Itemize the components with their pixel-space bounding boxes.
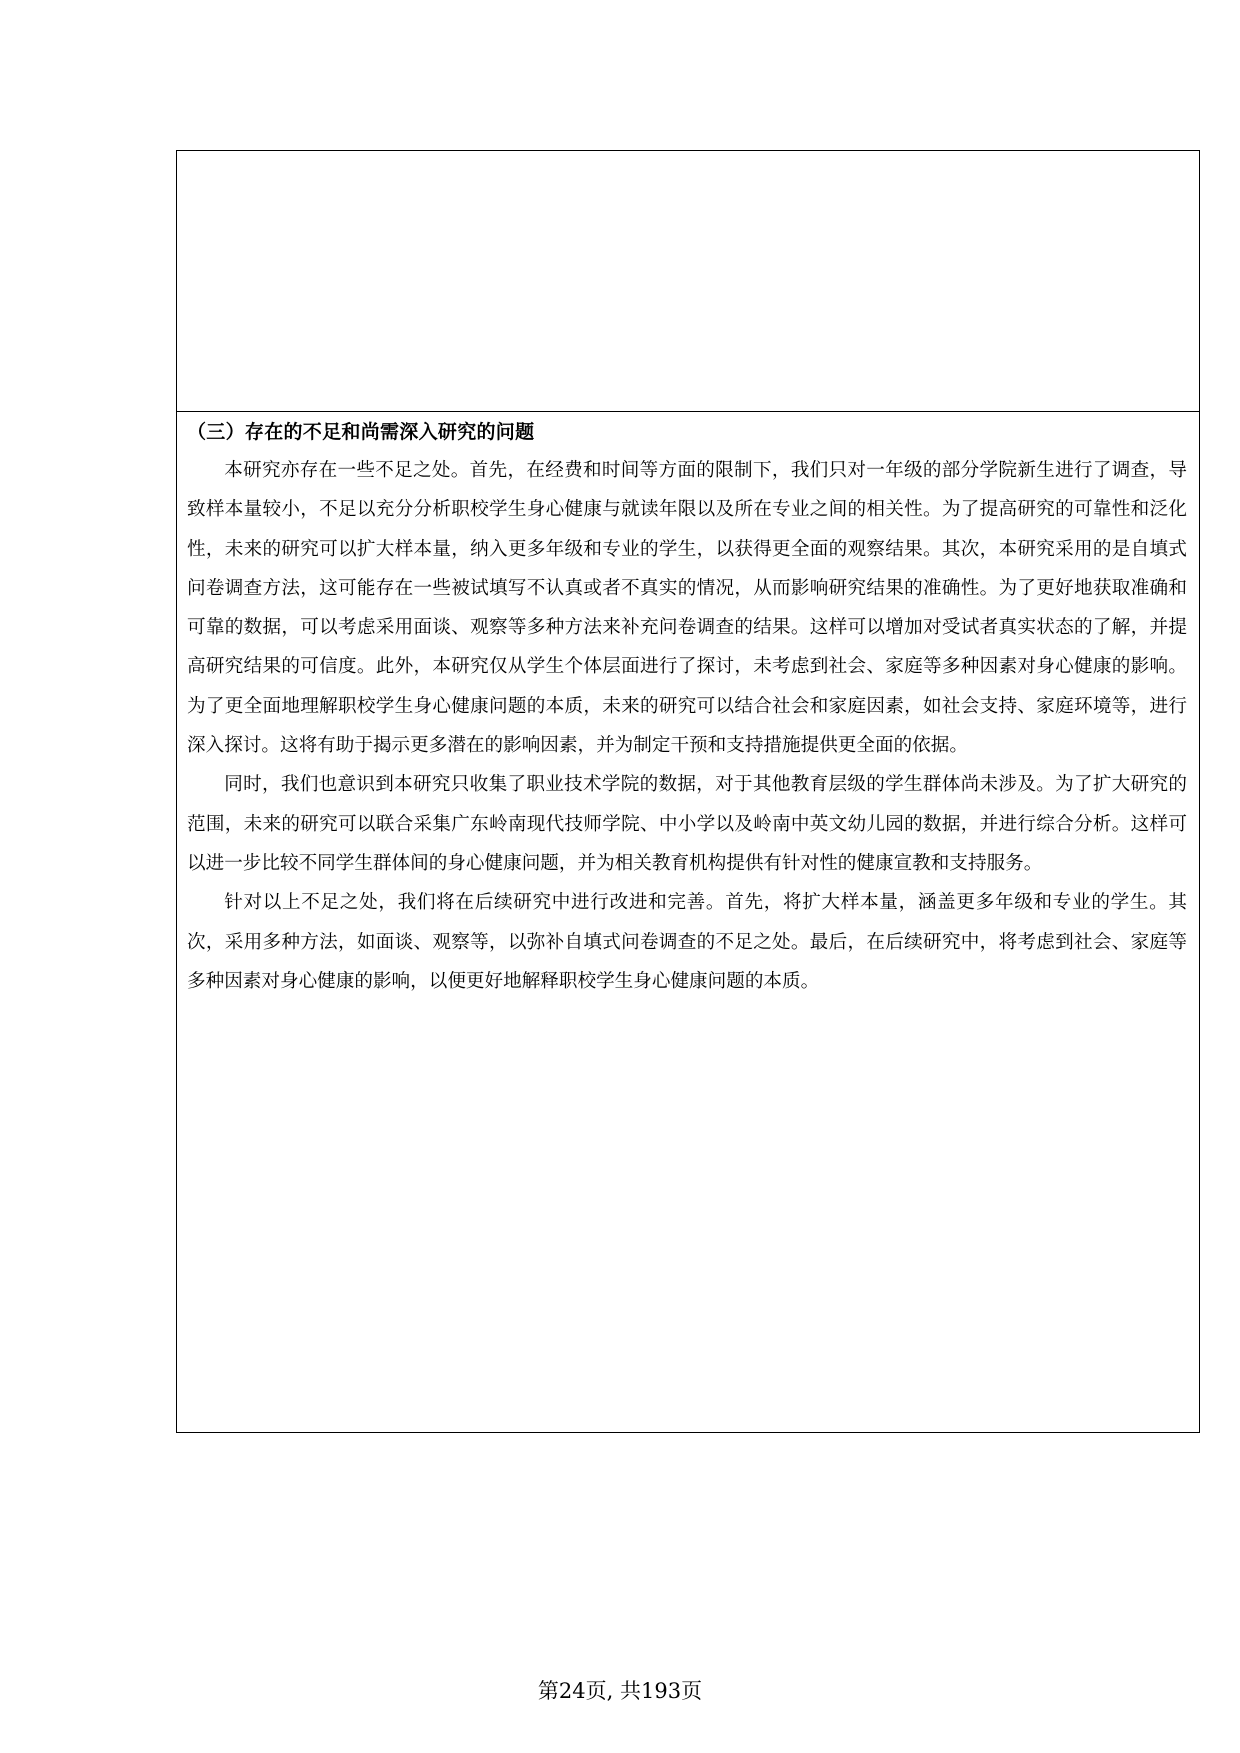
report-table — [176, 150, 1200, 1433]
page-number: 第24页, 共193页 — [537, 1679, 703, 1703]
section-body — [187, 448, 1187, 1001]
paragraph: 本研究亦存在一些不足之处。首先，在经费和时间等方面的限制下，我们只对一年级的部分学院新生进行了调查，导致样本量较小，不足以充分分析职校学生身心健康与就读年限以及所在专业之间的相关性。为了提高研究的可靠性和泛化性，未来的研究可以扩大样本量，纳入更多年级和专业的学生，以获得更全面的观察结果。其次，本研究采用的是自填式问卷调查方法，这可能存在一些被试填写不认真或者不真实的情况，从而影响研究结果的准确性。为了更好地获取准确和可靠的数据，可以考虑采用面谈、观察等多种方法来补充问卷调查的结果。这样可以增加对受试者真实状态的了解，并提高研究结果的可信度。此外，本研究仅从学生个体层面进行了探讨，未考虑到社会、家庭等多种因素对身心健康的影响。为了更全面地理解职校学生身心健康问题的本质，未来的研究可以结合社会和家庭因素，如社会支持、家庭环境等，进行深入探讨。这将有助于揭示更多潜在的影响因素，并为制定干预和支持措施提供更全面的依据。 — [187, 460, 1187, 757]
empty-table-cell — [177, 151, 1199, 412]
paragraph: 针对以上不足之处，我们将在后续研究中进行改进和完善。首先，将扩大样本量，涵盖更多年级和专业的学生。其次，采用多种方法，如面谈、观察等，以弥补自填式问卷调查的不足之处。最后，在后续研究中，将考虑到社会、家庭等多种因素对身心健康的影响，以便更好地解释职校学生身心健康问题的本质。 — [187, 892, 1187, 992]
paragraph: 同时，我们也意识到本研究只收集了职业技术学院的数据，对于其他教育层级的学生群体尚未涉及。为了扩大研究的范围，未来的研究可以联合采集广东岭南现代技师学院、中小学以及岭南中英文幼儿园的数据，并进行综合分析。这样可以进一步比较不同学生群体间的身心健康问题，并为相关教育机构提供有针对性的健康宣教和支持服务。 — [187, 774, 1187, 874]
section-heading: （三）存在的不足和尚需深入研究的问题 — [187, 421, 535, 443]
section-content-cell — [177, 412, 1199, 1432]
